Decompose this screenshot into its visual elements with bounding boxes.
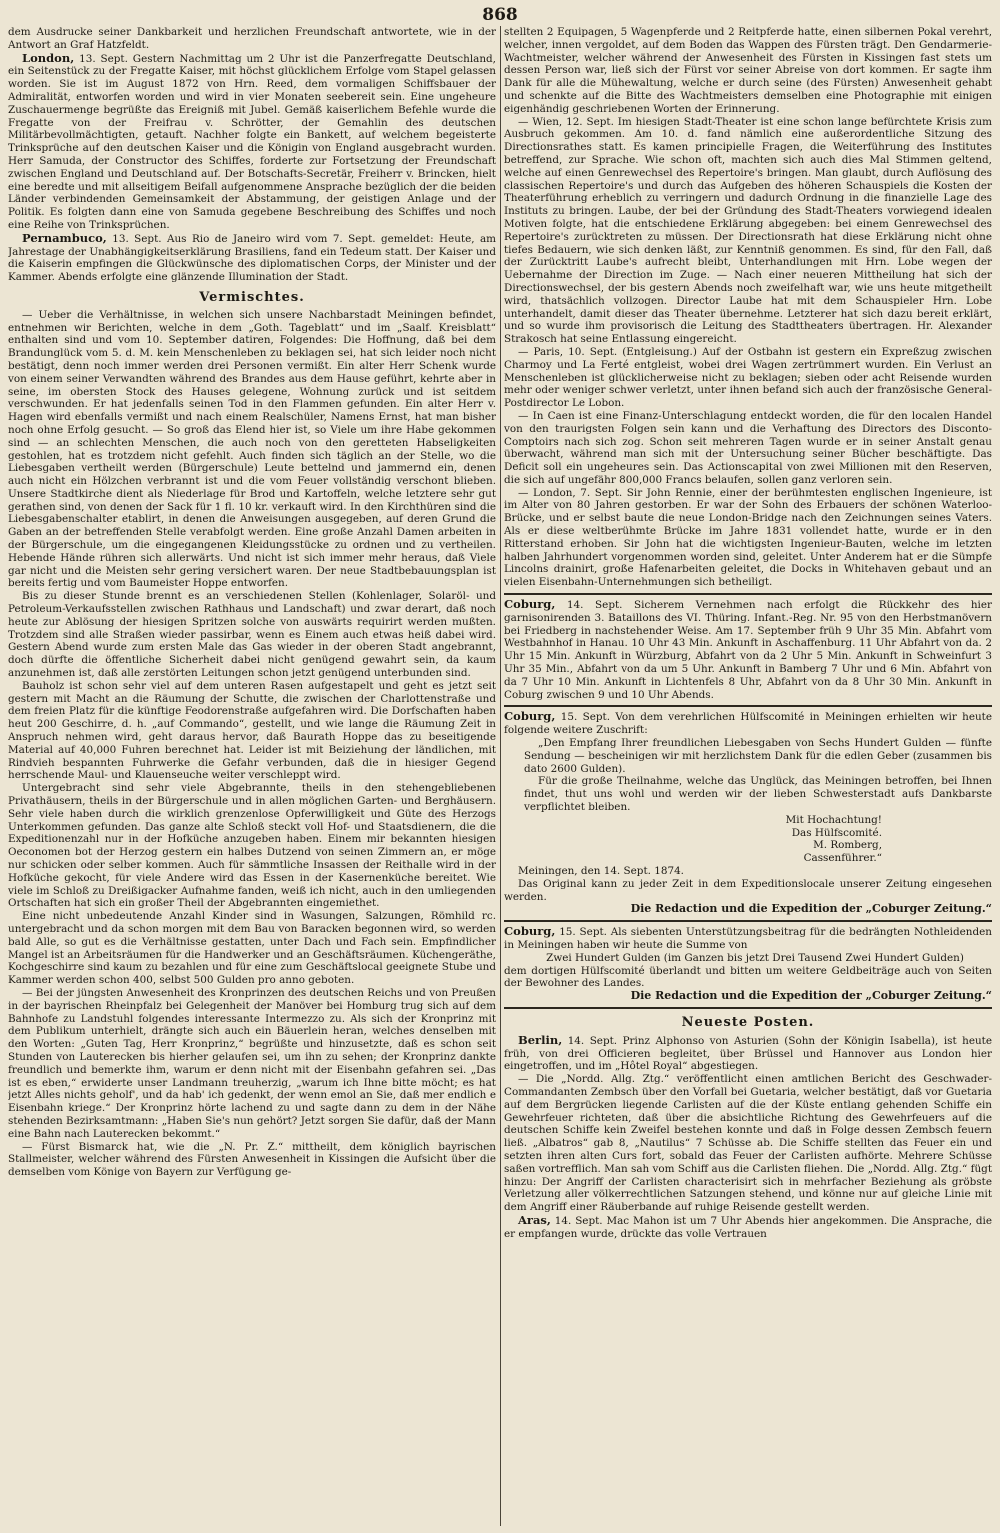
letter-text: „Den Empfang Ihrer freundlichen Liebesgaben von Sechs Hundert Gulden — fünfte Sendung — bescheinigen wir mit herzlichstem Dank für die edlen Geber (zusammen bis dato 2600 Gulden).	[524, 737, 992, 775]
article-text: 15. Sept. Von dem verehrlichen Hülfscomité in Meiningen erhielten wir heute folgende weitere Zuschrift:	[504, 711, 992, 737]
paragraph: — Fürst Bismarck hat, wie die „N. Pr. Z.“ mittheilt, dem königlich bayrischen Stallmeister, welcher während des Fürsten Anwesenheit in Kissingen die Aufsicht über die demselben vom Könige von Bayern zur Verfügung ge-	[8, 1140, 496, 1179]
signature-line: M. Romberg,	[813, 839, 882, 852]
article-text: 13. Sept. Aus Rio de Janeiro wird vom 7. Sept. gemeldet: Heute, am Jahrestage der Unabhängigkeitserklärung Brasiliens, fand ein Tedeum statt. Der Kaiser und die Kaiserin empfingen die Glückwünsche des diplomatischen Corps, der Minister und der Kammer. Abends erfolgte eine glänzende Illumination der Stadt.	[8, 232, 496, 284]
redaction-signature: Die Redaction und die Expedition der „Coburger Zeitung.“	[630, 989, 992, 1003]
dateline-place: Coburg,	[504, 709, 556, 724]
paragraph: — London, 7. Sept. Sir John Rennie, einer der berühmtesten englischen Ingenieure, ist im Alter von 80 Jahren gestorben. Er war der Sohn des Erbauers der schönen Waterloo-Brücke, und er selbst baute die neue London-Bridge nach den Zeichnungen seines Vaters. Als er diese weltberühmte Brücke im Jahre 1831 vollendet hatte, wurde er in den Ritterstand erhoben. Sir John hat die wichtigsten Ingenieur-Bauten, welche im letzten halben Jahrhundert vorgenommen worden sind, geleitet. Unter Anderem hat er die Sümpfe Lincolns drainirt, große Hafenarbeiten geleitet, die Docks in Whitehaven gebaut und an vielen Eisenbahn-Unternehmungen sich betheiligt.	[504, 486, 992, 589]
article-coburg-3	[504, 925, 992, 952]
article-text: 14. Sept. Prinz Alphonso von Asturien (Sohn der Königin Isabella), ist heute früh, von drei Officieren begleitet, über Brüssel und Hannover aus London hier eingetroffen, und im „Hôtel Royal“ abgestiegen.	[504, 1034, 992, 1073]
paragraph: — In Caen ist eine Finanz-Unterschlagung entdeckt worden, die für den localen Handel von den traurigsten Folgen sein kann und die Verhaftung des Directors des Disconto-Comptoirs nach sich zog. Schon seit mehreren Tagen wurde er in seiner Anstalt genau überwacht, während man sich mit der Untersuchung seiner Bücher beschäftigte. Das Deficit soll ein ungeheures sein. Das Actionscapital von zwei Millionen mit den Reserven, die sich auf ungefähr 800,000 Francs belaufen, sollen ganz verloren sein.	[504, 409, 992, 486]
signature-line: Das Hülfscomité.	[791, 826, 882, 839]
paragraph: Eine nicht unbedeutende Anzahl Kinder sind in Wasungen, Salzungen, Römhild rc. untergebracht und da schon morgen mit dem Bau von Baracken begonnen wird, so werden bald Alle, so gut es die Verhältnisse gestatten, unter Dach und Fach sein. Empfindlicher Mangel ist an Arbeitsräumen für die Handwerker und an Geschäftsräumen. Küchengeräthe, Kochgeschirre sind kaum zu bezahlen und für eine zum Geschäftslocal geeignete Stube und Kammer werden schon 400, selbst 500 Gulden pro anno geboten.	[8, 910, 496, 987]
dateline-place: Coburg,	[504, 924, 556, 939]
divider	[504, 920, 992, 922]
dateline-place: Pernambuco,	[22, 230, 107, 245]
paragraph: — Paris, 10. Sept. (Entgleisung.) Auf der Ostbahn ist gestern ein Expreßzug zwischen Charmoy und La Ferté entgleist, wobei drei Wagen zertrümmert wurden. Ein Verlust an Menschenleben ist glücklicherweise nicht zu beklagen; sieben oder acht Reisende wurden mehr oder weniger schwer verletzt, unter ihnen befand sich auch der französische General-Postdirector Le Lobon.	[504, 345, 992, 410]
paragraph: — Ueber die Verhältnisse, in welchen sich unsere Nachbarstadt Meiningen befindet, entnehmen wir Berichten, welche in dem „Goth. Tageblatt“ und im „Saalf. Kreisblatt“ enthalten sind und vom 10. September datiren, Folgendes: Die Hoffnung, daß bei dem Brandunglück vom 5. d. M. kein Menschenleben zu beklagen sei, hat sich leider noch nicht bestätigt, denn noch immer werden drei Personen vermißt. Ein alter Herr Schenk wurde von einem seiner Verwandten während des Brandes aus dem Hause geführt, kehrte aber in seine, im obersten Stock des Hauses gelegene, Wohnung zurück und ist seitdem verschwunden. Er hat jedenfalls seinen Tod in den Flammen gefunden. Ein alter Herr v. Hagen wird ebenfalls vermißt und nach einem Realschüler, Namens Ernst, hat man bisher noch ohne Erfolg gesucht. — So groß das Elend hier ist, so Viele um ihre Habe gekommen sind — an schlechten Menschen, die auch noch von den geretteten Habseligkeiten gestohlen, hat es trotzdem nicht gefehlt. Auch finden sich täglich an der Stelle, wo die Liebesgaben vertheilt werden (Bürgerschule) Leute bettelnd und jammernd ein, denen auch nicht ein Hölzchen verbrannt ist und die vom Feuer vollständig verschont blieben. Unsere Stadtkirche dient als Niederlage für Brod und Kartoffeln, welche letztere sehr gut gerathen sind, von denen der Sack für 1 fl. 10 kr. verkauft wird. In den Kirchthüren sind die Liebesgabenschalter etablirt, in denen die Anweisungen ausgegeben, auf deren Grund die Gaben an der betreffenden Stelle verabfolgt werden. Eine große Anzahl Damen arbeiten in der Bürgerschule, um die eingegangenen Kleidungsstücke zu ordnen und zu vertheilen. Hebende Hände rühren sich allerwärts. Und nicht ist sich immer mehr heraus, daß Viele gar nicht und die Meisten sehr gering versichert waren. Der neue Stadtbebauungsplan ist bereits fertig und vom Baumeister Hoppe entworfen.	[8, 308, 496, 590]
section-heading-vermischtes: Vermischtes.	[199, 289, 305, 305]
article-text: 14. Sept. Mac Mahon ist um 7 Uhr Abends hier angekommen. Die Ansprache, die er empfangen wurde, drückte das volle Vertrauen	[504, 1214, 992, 1240]
article-text: 15. Sept. Als siebenten Unterstützungsbeitrag für die bedrängten Nothleidenden in Meiningen haben wir heute die Summe von	[504, 926, 992, 951]
left-column	[8, 26, 496, 1526]
article-text: 13. Sept. Gestern Nachmittag um 2 Uhr ist die Panzerfregatte Deutschland, ein Seitenstück zu der Fregatte Kaiser, mit höchst glücklichem Erfolge vom Stapel gelassen worden. Sie ist im August 1872 von Hrn. Reed, dem vormaligen Schiffsbauer der Admiralität, entworfen worden und wird in vier Monaten seebereit sein. Eine ungeheure Zuschauermenge begrüßte das Ereigniß mit Jubel. Gemäß kaiserlichem Befehle wurde die Fregatte von der Freifrau v. Schrötter, der Gemahlin des deutschen Militärbevollmächtigten, getauft. Nachher folgte ein Bankett, auf welchem begeisterte Trinksprüche auf den deutschen Kaiser und die Königin von England ausgebracht wurden. Herr Samuda, der Constructor des Schiffes, forderte zur Fortsetzung der Freundschaft zwischen England und Deutschland auf. Der Botschafts-Secretär, Freiherr v. Brincken, hielt eine beredte und mit allseitigem Beifall aufgenommene Ansprache bezüglich der die beiden Länder verbindenden Gemeinsamkeit der Abstammung, der geistigen Anlage und der Politik. Es folgten dann eine von Samuda gegebene Beschreibung des Schiffes und noch eine Reihe von Trinksprüchen.	[8, 52, 496, 231]
signature-line: Cassenführer.“	[803, 852, 882, 865]
article-pernambuco	[8, 232, 496, 284]
article-london	[8, 52, 496, 232]
paragraph: — Die „Nordd. Allg. Ztg.“ veröffentlicht einen amtlichen Bericht des Geschwader-Commandanten Zembsch über den Vorfall bei Guetaria, welcher bestätigt, daß vor Guetaria auf dem Bergrücken liegende Carlisten auf die der Küste entlang gehenden Schiffe ein Gewehrfeuer richteten, daß über die absichtliche Richtung des Gewehrfeuers auf die deutschen Schiffe kein Zweifel bestehen konnte und daß in Folge dessen Zembsch feuern ließ. „Albatros“ gab 8, „Nautilus“ 7 Schüsse ab. Die Schiffe stellten das Feuer ein und setzten ihren alten Curs fort, sobald das Feuer der Carlisten aufhörte. Mehrere Schüsse saßen vortrefflich. Man sah vom Schiff aus die Carlisten fliehen. Die „Nordd. Allg. Ztg.“ fügt hinzu: Der Angriff der Carlisten characterisirt sich in mehrfacher Beziehung als gröbste Verletzung aller völkerrechtlichen Satzungen stehend, und könne nur auf gleiche Linie mit dem Angriff einer Räuberbande auf ruhige Reisende gestellt werden.	[504, 1073, 992, 1214]
paragraph: — Wien, 12. Sept. Im hiesigen Stadt-Theater ist eine schon lange befürchtete Krisis zum Ausbruch gekommen. Am 10. d. fand nämlich eine außerordentliche Sitzung des Directionsrathes statt. Es kamen principielle Fragen, die Weiterführung des Institutes betreffend, zur Sprache. Wie schon oft, machten sich auch dies Mal Stimmen geltend, welche auf einen Genrewechsel des Repertoire's bringen. Man glaubt, durch Auflösung des classischen Repertoire's und durch das Aufgeben des höheren Schauspiels die Kosten der Theaterführung erheblich zu verringern und dadurch Ordnung in die finanzielle Lage des Instituts zu bringen. Laube, der bei der Gründung des Stadt-Theaters vorwiegend idealen Motiven folgte, hat die entschiedene Erklärung abgegeben: bei einem Genrewechsel des Repertoire's zurücktreten zu müssen. Der Directionsrath hat diese Erklärung nicht ohne tiefes Bedauern, wie sich denken läßt, zur Kenntniß genommen. Es sind, für den Fall, daß der Zurücktritt Laube's aufrecht bleibt, Unterhandlungen mit Hrn. Lobe wegen der Uebernahme der Direction im Zuge. — Nach einer neueren Mittheilung hat sich der Directionswechsel, der bis gestern Abends noch zweifelhaft war, wie uns heute mitgetheilt wird, thatsächlich vollzogen. Director Laube hat mit dem Schauspieler Hrn. Lobe unterhandelt, damit dieser das Theater übernehme. Letzterer hat sich dazu bereit erklärt, und so wurde ihm provisorisch die Leitung des Stadttheaters übertragen. Hr. Alexander Strakosch hat seine Entlassung eingereicht.	[504, 115, 992, 346]
article-coburg-2	[504, 710, 992, 737]
signature-line: Mit Hochachtung!	[785, 813, 882, 826]
date-line: Meiningen, den 14. Sept. 1874.	[518, 865, 684, 877]
paragraph: dem dortigen Hülfscomité überlandt und bitten um weitere Geldbeiträge auch von Seiten der Bewohner des Landes.	[504, 964, 992, 990]
dateline-place: Aras,	[518, 1212, 551, 1227]
dateline-place: Berlin,	[518, 1032, 563, 1047]
dateline-place: Coburg,	[504, 597, 556, 612]
paragraph: Untergebracht sind sehr viele Abgebrannte, theils in den stehengebliebenen Privathäusern, theils in der Bürgerschule und in allen möglichen Garten- und Berghäusern. Sehr viele haben durch die wirklich grenzenlose Opferwilligkeit und Güte des Herzogs Unterkommen gefunden. Das ganze alte Schloß steckt voll Hof- und Staatsdienern, die die Expeditionenzahl nur in der Hofküche anzugeben haben. Einem mir bekannten hiesigen Oeconomen bot der Herzog gestern ein halbes Dutzend von seinen Zimmern an, er möge nur schicken oder selber kommen. Auch für sämmtliche Insassen der Reithalle wird in der Hofküche gekocht, für viele Andere wird das Essen in der Kasernenküche bereitet. Wie viele im Schloß zu Dreißigacker Aufnahme fanden, weiß ich nicht, auch in den umliegenden Ortschaften hat sich ein großer Theil der Abgebrannten eingemiethet.	[8, 782, 496, 910]
page-number: 868	[482, 5, 518, 25]
divider	[504, 1007, 992, 1009]
article-arras	[504, 1214, 992, 1241]
paragraph: dem Ausdrucke seiner Dankbarkeit und herzlichen Freundschaft antwortete, wie in der Antwort an Graf Hatzfeldt.	[8, 26, 496, 51]
paragraph: Bis zu dieser Stunde brennt es an verschiedenen Stellen (Kohlenlager, Solaröl- und Petroleum-Verkaufsstellen zwischen Rathhaus und Landschaft) und zwar derart, daß noch heute zur Ablösung der hiesigen Spritzen solche von auswärts requirirt werden mußten. Trotzdem sind alle Straßen wieder passirbar, wenn es Einem auch etwas heiß dabei wird. Gestern Abend wurde zum ersten Male das Gas wieder in der oberen Stadt angebrannt, doch dürfte die öffentliche Sicherheit dabei nicht genügend gewahrt sein, da kaum anzunehmen ist, daß alle zerstörten Leitungen schon jetzt genügend unterbunden sind.	[8, 590, 496, 680]
section-heading-neueste-posten: Neueste Posten.	[681, 1014, 815, 1030]
divider	[504, 593, 992, 595]
paragraph: Zwei Hundert Gulden (im Ganzen bis jetzt Drei Tausend Zwei Hundert Gulden)	[546, 951, 964, 964]
dateline-place: London,	[22, 50, 75, 65]
article-text: 14. Sept. Sicherem Vernehmen nach erfolgt die Rückkehr des hier garnisonirenden 3. Bataillons des VI. Thüring. Infant.-Reg. Nr. 95 von den Herbstmanövern bei Friedberg in nachstehender Weise. Am 17. September früh 9 Uhr 35 Min. Abfahrt vom Westbahnhof in Hanau. 10 Uhr 43 Min. Ankunft in Aschaffenburg. 11 Uhr Abfahrt von da. 2 Uhr 15 Min. Ankunft in Würzburg, Abfahrt von da 2 Uhr 5 Min. Ankunft in Schweinfurt 3 Uhr 35 Min., Abfahrt von da um 5 Uhr. Ankunft in Bamberg 7 Uhr und 6 Min. Abfahrt von da 7 Uhr 10 Min. Ankunft in Lichtenfels 8 Uhr, Abfahrt von da 8 Uhr 30 Min. Ankunft in Coburg zwischen 9 und 10 Uhr Abends.	[504, 599, 992, 701]
paragraph: Bauholz ist schon sehr viel auf dem unteren Rasen aufgestapelt und geht es jetzt seit gestern mit Macht an die Räumung der Schutte, die zwischen der Charlottenstraße und dem freien Platz für die künftige Feodorenstraße aufgefahren wird. Die Dorfschaften haben heut 200 Geschirre, d. h. „auf Commando“, gestellt, und wie lange die Räumung Zeit in Anspruch nehmen wird, geht daraus hervor, daß Baurath Hoppe das zu beseitigende Material auf 40,000 Fuhren berechnet hat. Leider ist mit Beiziehung der ländlichen, mit Rindvieh bespannten Fuhrwerke die Gefahr verbunden, daß die in hiesiger Gegend herrschende Maul- und Klauenseuche weiter verschleppt wird.	[8, 679, 496, 782]
paragraph: — Bei der jüngsten Anwesenheit des Kronprinzen des deutschen Reichs und von Preußen in der bayrischen Rheinpfalz bei Gelegenheit der Manöver bei Homburg trug sich auf dem Bahnhofe zu Landstuhl folgendes interessante Intermezzo zu. Als sich der Kronprinz mit dem Publikum unterhielt, drängte sich auch ein Bäuerlein heran, welches denselben mit den Worten: „Guten Tag, Herr Kronprinz,“ begrüßte und hinzusetzte, daß es schon seit Stunden von Lauterecken bis hierher gelaufen sei, um ihn zu sehen; der Kronprinz dankte freundlich und bemerkte ihm, warum er denn nicht mit der Eisenbahn gefahren sei. „Das ist es eben,“ erwiderte unser Landmann treuherzig, „warum ich Ihne bitte möcht; es hat jetzt Alles nichts geholf', und da hab' ich gedenkt, der wenn emol an Sie, daß mer endlich e Eisenbahn kriege.“ Der Kronprinz hörte lachend zu und sagte dann zu dem in der Nähe stehenden Bezirksamtmann: „Haben Sie's nun gehört? Jetzt sorgen Sie dafür, daß der Mann eine Bahn nach Lauterecken bekommt.“	[8, 986, 496, 1140]
paragraph: stellten 2 Equipagen, 5 Wagenpferde und 2 Reitpferde hatte, einen silbernen Pokal verehrt, welcher, innen vergoldet, auf dem Boden das Wappen des Fürsten trägt. Den Gendarmerie-Wachtmeister, welcher während der Anwesenheit des Fürsten in Kissingen fast stets um dessen Person war, ließ sich der Fürst vor seiner Abreise von dort kommen. Er sagte ihm Dank für alle die Mühewaltung, welche er durch seine (des Fürsten) Anwesenheit gehabt und schenkte auf die Bitte des Wachtmeisters demselben eine Photographie mit einigen eigenhändig geschriebenen Worten der Erinnerung.	[504, 26, 992, 115]
article-berlin	[504, 1034, 992, 1073]
divider	[504, 705, 992, 707]
article-coburg-1	[504, 598, 992, 701]
letter-text: Für die große Theilnahme, welche das Unglück, das Meiningen betroffen, bei Ihnen findet, thut uns wohl und werden wir der lieben Schwesterstadt aufs Dankbarste verpflichtet bleiben.	[524, 775, 992, 814]
column-divider	[500, 26, 501, 1526]
right-column	[504, 26, 992, 1526]
paragraph: Das Original kann zu jeder Zeit in dem Expeditionslocale unserer Zeitung eingesehen werden.	[504, 877, 992, 903]
redaction-signature: Die Redaction und die Expedition der „Coburger Zeitung.“	[630, 902, 992, 916]
